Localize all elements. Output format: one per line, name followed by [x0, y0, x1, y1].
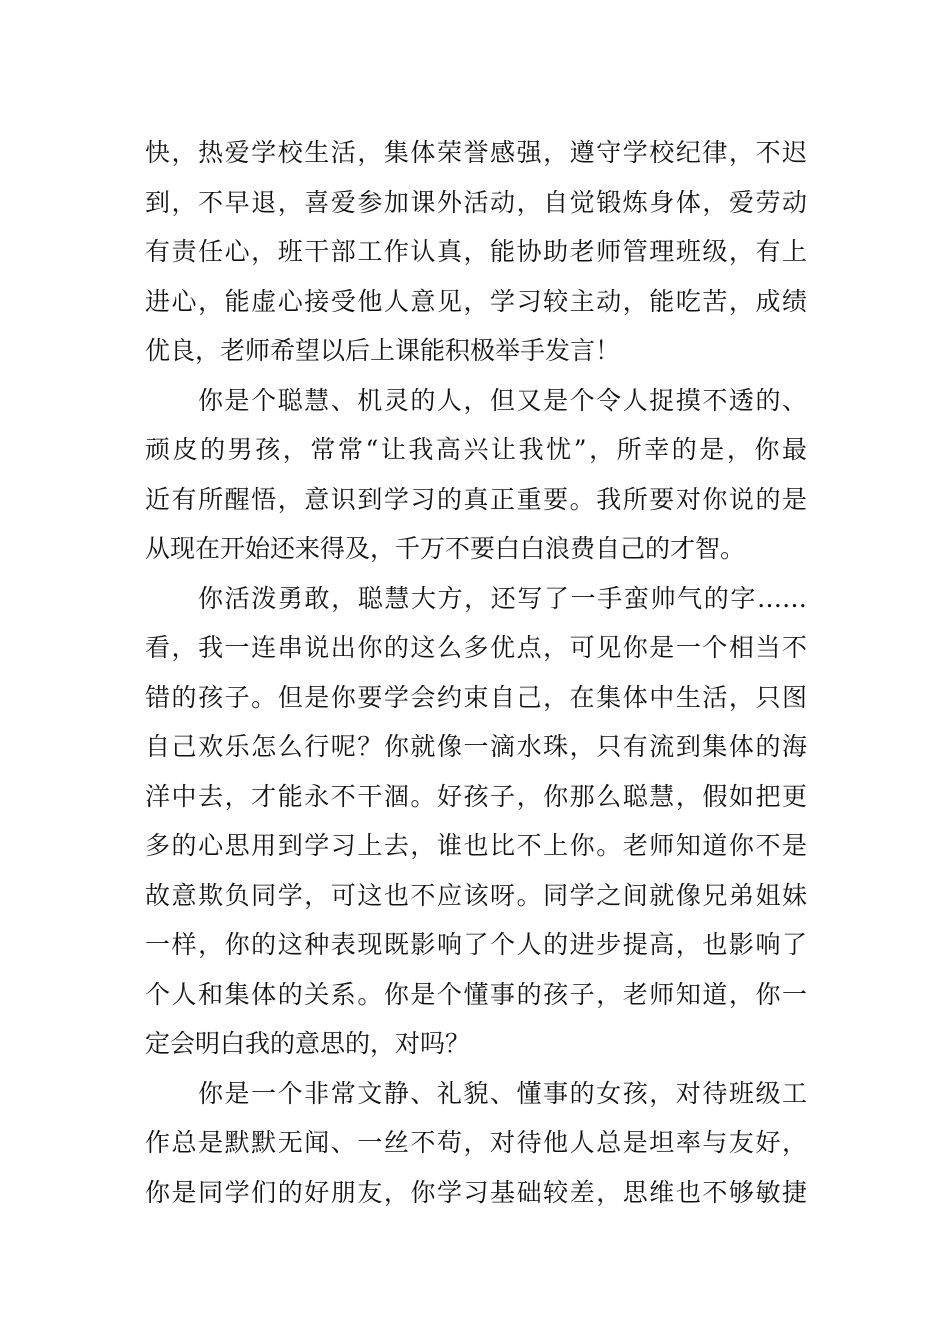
text-line: 故意欺负同学，可这也不应该呀。同学之间就像兄弟姐妹 — [145, 880, 807, 910]
text-line: 你是个聪慧、机灵的人，但又是个令人捉摸不透的、 — [198, 385, 807, 415]
text-line: 从现在开始还来得及，千万不要白白浪费自己的才智。 — [145, 534, 746, 563]
text-line: 个人和集体的关系。你是个懂事的孩子，老师知道，你一 — [145, 979, 807, 1009]
text-line: 洋中去，才能永不干涸。好孩子，你那么聪慧，假如把更 — [145, 781, 807, 811]
document-body — [145, 128, 807, 1217]
text-line: 你活泼勇敢，聪慧大方，还写了一手蛮帅气的字…… — [198, 583, 807, 613]
text-line: 快，热爱学校生活，集体荣誉感强，遵守学校纪律，不迟 — [145, 138, 807, 167]
text-line: 近有所醒悟，意识到学习的真正重要。我所要对你说的是 — [145, 484, 807, 514]
text-line: 一样，你的这种表现既影响了个人的进步提高，也影响了 — [145, 930, 807, 959]
text-line: 到，不早退，喜爱参加课外活动，自觉锻炼身体，爱劳动 — [145, 187, 807, 217]
text-line: 有责任心，班干部工作认真，能协助老师管理班级，有上 — [145, 237, 807, 266]
text-line: 你是一个非常文静、礼貌、懂事的女孩，对待班级工 — [198, 1078, 807, 1108]
text-line: 定会明白我的意思的，对吗？ — [145, 1029, 471, 1058]
text-line: 优良，老师希望以后上课能积极举手发言！ — [145, 336, 621, 365]
text-line: 错的孩子。但是你要学会约束自己，在集体中生活，只图 — [145, 682, 807, 712]
text-line: 自己欢乐怎么行呢？你就像一滴水珠，只有流到集体的海 — [145, 732, 807, 761]
text-line: 多的心思用到学习上去，谁也比不上你。老师知道你不是 — [145, 831, 807, 860]
text-line: 进心，能虚心接受他人意见，学习较主动，能吃苦，成绩 — [145, 286, 807, 316]
text-line: 看，我一连串说出你的这么多优点，可见你是一个相当不 — [145, 633, 807, 662]
text-line: 你是同学们的好朋友，你学习基础较差，思维也不够敏捷 — [145, 1177, 807, 1207]
text-line: 作总是默默无闻、一丝不苟，对待他人总是坦率与友好， — [145, 1128, 807, 1157]
text-line: 顽皮的男孩，常常“让我高兴让我忧”，所幸的是，你最 — [145, 435, 807, 464]
